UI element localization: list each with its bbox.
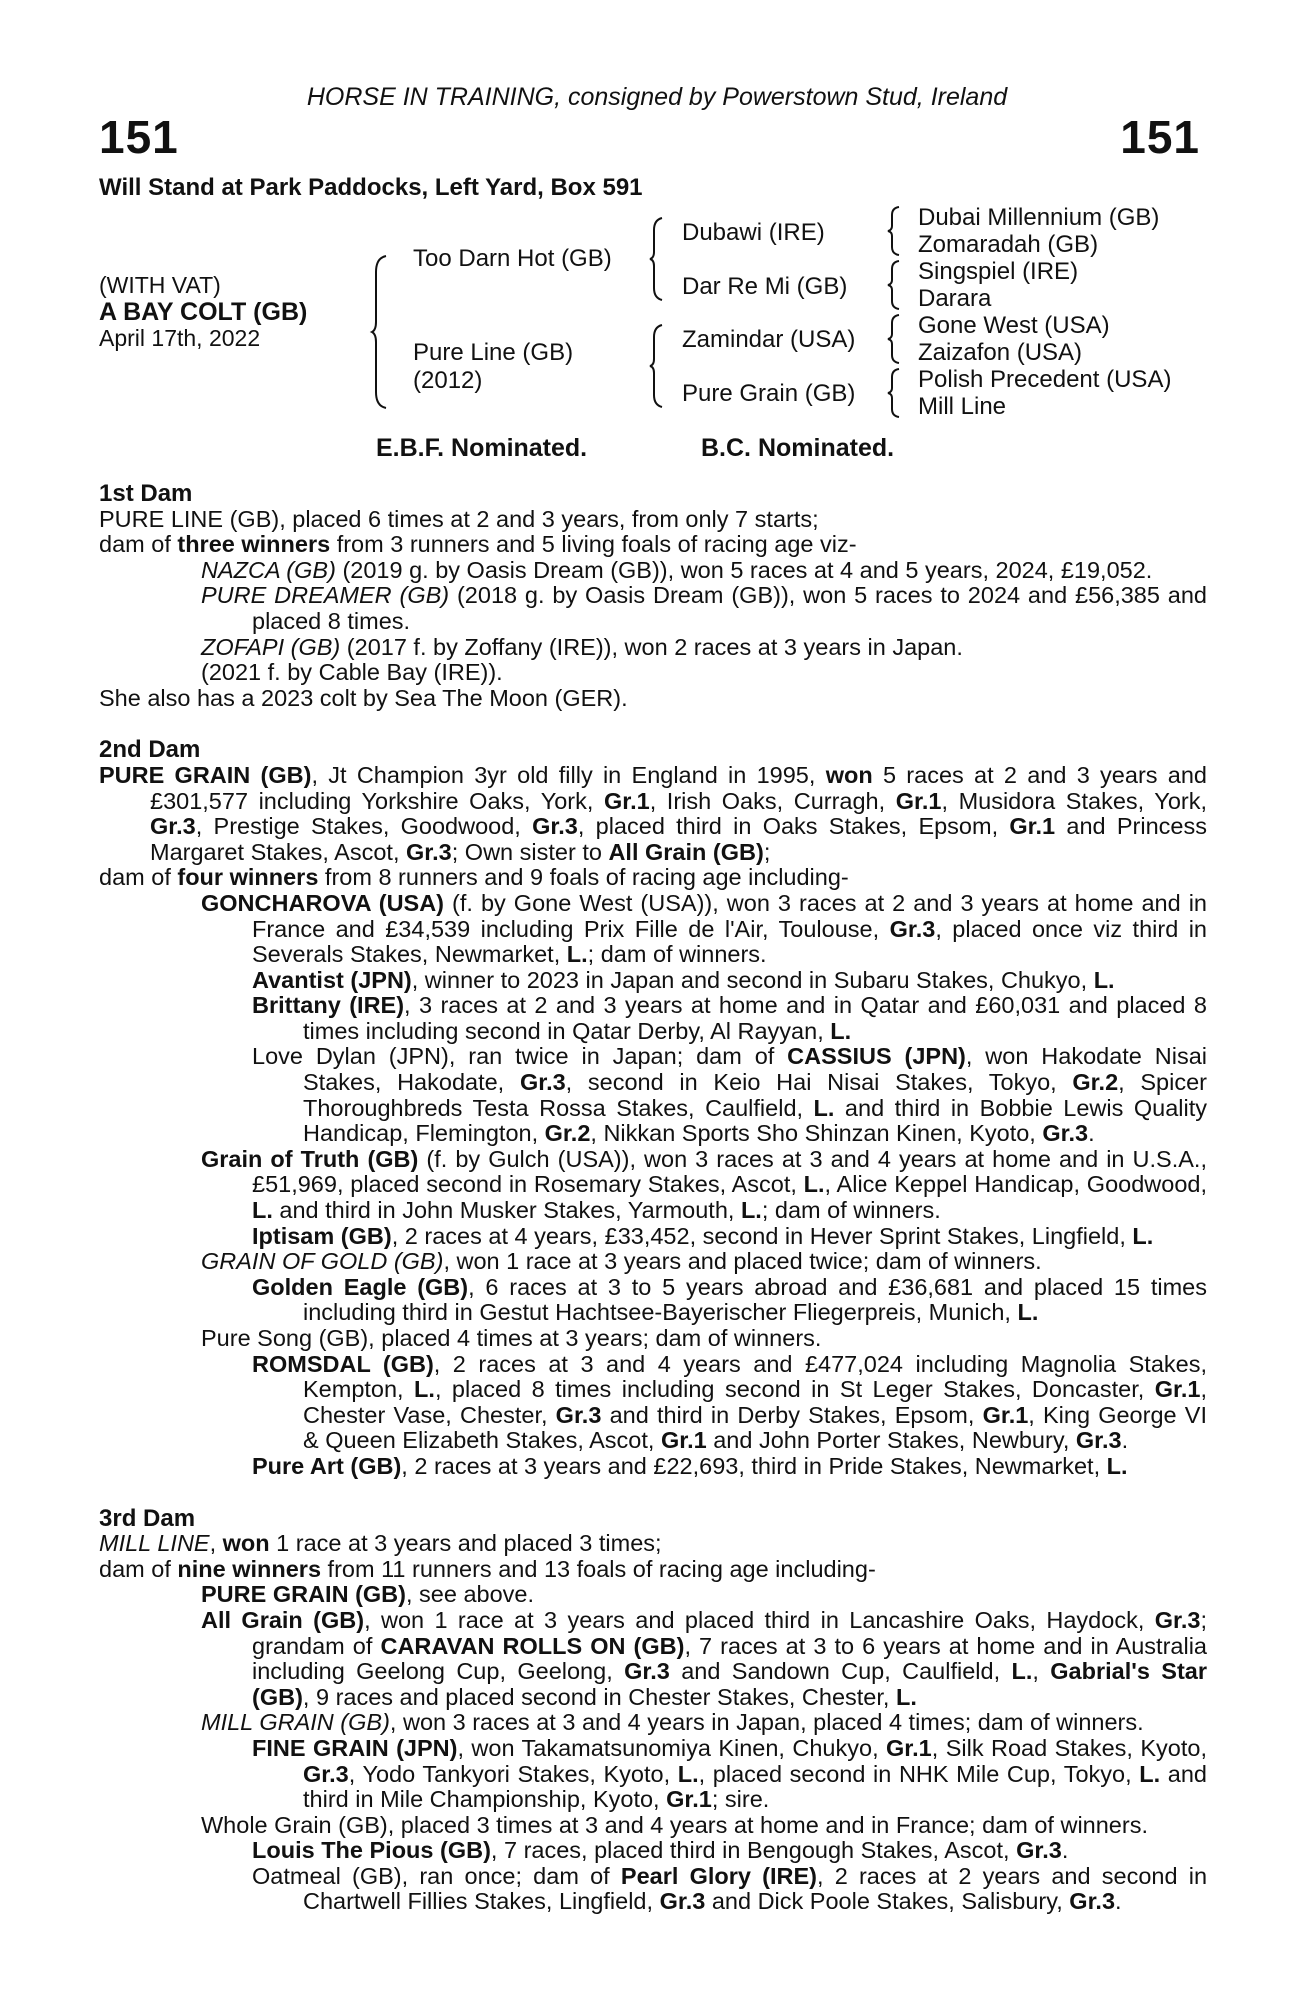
pedigree-gg-3: Singspiel (IRE) xyxy=(918,258,1079,285)
pedigree-gg-8: Mill Line xyxy=(918,393,1007,420)
third-dam-heading: 3rd Dam xyxy=(99,1504,196,1532)
pedigree-dam-sire: Zamindar (USA) xyxy=(682,326,856,353)
pedigree-gg-6: Zaizafon (USA) xyxy=(918,339,1083,366)
produce-pure-art: Pure Art (GB), 2 races at 3 years and £22,693, third in Pride Stakes, Newmarket, L. xyxy=(252,1452,1128,1479)
first-dam-heading: 1st Dam xyxy=(99,480,193,507)
produce-grain-of-truth: Grain of Truth (GB) (f. by Gulch (USA)), won 3 races at 3 and 4 years at home and in U.S.A., £51,969, placed second in Rosemary Stakes, Ascot, L., Alice Keppel Handicap, Goodwood, L. and third in John Musker Stakes, Yarmouth, L.; dam of winners. xyxy=(201,1145,1207,1224)
pedigree-brace-g2 xyxy=(888,259,902,311)
pedigree-brace-g1 xyxy=(888,205,902,257)
produce-love-dylan: Love Dylan (JPN), ran twice in Japan; dam of CASSIUS (JPN), won Hakodate Nisai Stakes, Hakodate, Gr.3, second in Keio Hai Nisai Stakes, Tokyo, Gr.2, Spicer Thoroughbreds Testa Rossa Stakes, Caulfield, L. and third in Bobbie Lewis Quality Handicap, Flemington, Gr.2, Nikkan Sports Sho Shinzan Kinen, Kyoto, Gr.3. xyxy=(252,1043,1207,1147)
pedigree-gg-2: Zomaradah (GB) xyxy=(918,231,1099,258)
ebf-nomination: E.B.F. Nominated. xyxy=(376,434,588,462)
first-dam-produce: dam of three winners from 3 runners and 5 living foals of racing age viz- xyxy=(99,531,857,558)
vat-note: (WITH VAT) xyxy=(99,272,221,298)
produce-zofapi: ZOFAPI (GB) (2017 f. by Zoffany (IRE)), won 2 races at 3 years in Japan. xyxy=(201,633,963,660)
lot-number-left: 151 xyxy=(99,111,179,163)
produce-2023-colt: She also has a 2023 colt by Sea The Moon (GER). xyxy=(99,684,628,711)
pedigree-sire: Too Darn Hot (GB) xyxy=(413,245,612,272)
produce-grain-of-gold: GRAIN OF GOLD (GB), won 1 race at 3 years and placed twice; dam of winners. xyxy=(201,1248,1042,1275)
pedigree-sire-sire: Dubawi (IRE) xyxy=(682,219,825,246)
pedigree-gg-4: Darara xyxy=(918,285,992,312)
stabling-location: Will Stand at Park Paddocks, Left Yard, Box 591 xyxy=(99,174,643,201)
consignment-line: HORSE IN TRAINING, consigned by Powerstown Stud, Ireland xyxy=(306,83,1008,111)
produce-pure-song: Pure Song (GB), placed 4 times at 3 years; dam of winners. xyxy=(201,1325,822,1351)
pedigree-brace-sire xyxy=(650,216,666,302)
produce-golden-eagle: Golden Eagle (GB), 6 races at 3 to 5 years abroad and £36,681 and placed 15 times including third in Gestut Hachtsee-Bayerischer Fliegerpreis, Munich, L. xyxy=(252,1273,1207,1326)
produce-goncharova: GONCHAROVA (USA) (f. by Gone West (USA)), won 3 races at 2 and 3 years at home and in France and £34,539 including Prix Fille de l'Air, Toulouse, Gr.3, placed once viz third in Severals Stakes, Newmarket, L.; dam of winners. xyxy=(201,889,1207,968)
horse-name: A BAY COLT (GB) xyxy=(99,298,308,326)
produce-all-grain: All Grain (GB), won 1 race at 3 years and placed third in Lancashire Oaks, Haydock, Gr.3; grandam of CARAVAN ROLLS ON (GB), 7 races at 3 to 6 years at home and in Australia including Geelong Cup, Geelong, Gr.3 and Sandown Cup, Caulfield, L., Gabrial's Star (GB), 9 races and placed second in Chester Stakes, Chester, L. xyxy=(201,1606,1207,1710)
second-dam-produce: dam of four winners from 8 runners and 9 foals of racing age including- xyxy=(99,864,849,891)
pedigree-brace-g3 xyxy=(888,313,902,365)
third-dam-record: MILL LINE, won 1 race at 3 years and placed 3 times; xyxy=(99,1530,662,1557)
pedigree-brace-g4 xyxy=(888,367,902,419)
pedigree-gg-5: Gone West (USA) xyxy=(918,312,1110,339)
produce-brittany: Brittany (IRE), 3 races at 2 and 3 years at home and in Qatar and £60,031 and placed 8 times including second in Qatar Derby, Al Rayyan, L. xyxy=(252,992,1207,1044)
pedigree-dam: Pure Line (GB) xyxy=(413,339,574,366)
produce-2021-filly: (2021 f. by Cable Bay (IRE)). xyxy=(201,659,503,686)
produce-louis-the-pious: Louis The Pious (GB), 7 races, placed third in Bengough Stakes, Ascot, Gr.3. xyxy=(252,1837,1069,1864)
produce-iptisam: Iptisam (GB), 2 races at 4 years, £33,452, second in Hever Sprint Stakes, Lingfield, L. xyxy=(252,1222,1154,1249)
produce-romsdal: ROMSDAL (GB), 2 races at 3 and 4 years and £477,024 including Magnolia Stakes, Kempton, L., placed 8 times including second in St Leger Stakes, Doncaster, Gr.1, Chester Vase, Chester, Gr.3 and third in Derby Stakes, Epsom, Gr.1, King George VI & Queen Elizabeth Stakes, Ascot, Gr.1 and John Porter Stakes, Newbury, Gr.3. xyxy=(252,1350,1207,1454)
pedigree-dam-year: (2012) xyxy=(413,367,483,394)
pedigree-dam-dam: Pure Grain (GB) xyxy=(682,380,856,407)
produce-mill-grain: MILL GRAIN (GB), won 3 races at 3 and 4 years in Japan, placed 4 times; dam of winners. xyxy=(201,1709,1144,1736)
pedigree-brace-main xyxy=(372,252,392,412)
pedigree-notes xyxy=(99,481,1207,1915)
first-dam-summary: PURE LINE (GB), placed 6 times at 2 and 3 years, from only 7 starts; xyxy=(99,505,819,532)
pedigree-gg-7: Polish Precedent (USA) xyxy=(918,366,1172,393)
second-dam-heading: 2nd Dam xyxy=(99,736,201,764)
produce-oatmeal: Oatmeal (GB), ran once; dam of Pearl Glory (IRE), 2 races at 2 years and second in Chartwell Fillies Stakes, Lingfield, Gr.3 and Dick Poole Stakes, Salisbury, Gr.3. xyxy=(252,1862,1208,1915)
bc-nomination: B.C. Nominated. xyxy=(701,434,895,462)
produce-avantist: Avantist (JPN), winner to 2023 in Japan and second in Subaru Stakes, Chukyo, L. xyxy=(252,966,1115,993)
lot-number-right: 151 xyxy=(1120,111,1200,163)
produce-fine-grain: FINE GRAIN (JPN), won Takamatsunomiya Kinen, Chukyo, Gr.1, Silk Road Stakes, Kyoto, Gr.3, Yodo Tankyori Stakes, Kyoto, L., placed second in NHK Mile Cup, Tokyo, L. and third in Mile Championship, Kyoto, Gr.1; sire. xyxy=(252,1734,1207,1813)
produce-pure-dreamer: PURE DREAMER (GB) (2018 g. by Oasis Dream (GB)), won 5 races to 2024 and £56,385 and placed 8 times. xyxy=(201,582,1208,634)
second-dam-record: PURE GRAIN (GB), Jt Champion 3yr old filly in England in 1995, won 5 races at 2 and 3 years and £301,577 including Yorkshire Oaks, York, Gr.1, Irish Oaks, Curragh, Gr.1, Musidora Stakes, York, Gr.3, Prestige Stakes, Goodwood, Gr.3, placed third in Oaks Stakes, Epsom, Gr.1 and Princess Margaret Stakes, Ascot, Gr.3; Own sister to All Grain (GB); xyxy=(99,761,1208,865)
third-dam-produce: dam of nine winners from 11 runners and 13 foals of racing age including- xyxy=(99,1555,876,1582)
pedigree-sire-dam: Dar Re Mi (GB) xyxy=(682,273,848,300)
pedigree-brace-dam xyxy=(650,323,666,409)
produce-pure-grain: PURE GRAIN (GB), see above. xyxy=(201,1581,535,1608)
pedigree-gg-1: Dubai Millennium (GB) xyxy=(918,204,1160,231)
produce-whole-grain: Whole Grain (GB), placed 3 times at 3 and 4 years at home and in France; dam of winners. xyxy=(201,1811,1148,1838)
foaling-date: April 17th, 2022 xyxy=(99,325,261,351)
produce-nazca: NAZCA (GB) (2019 g. by Oasis Dream (GB)), won 5 races at 4 and 5 years, 2024, £19,052. xyxy=(201,556,1153,583)
